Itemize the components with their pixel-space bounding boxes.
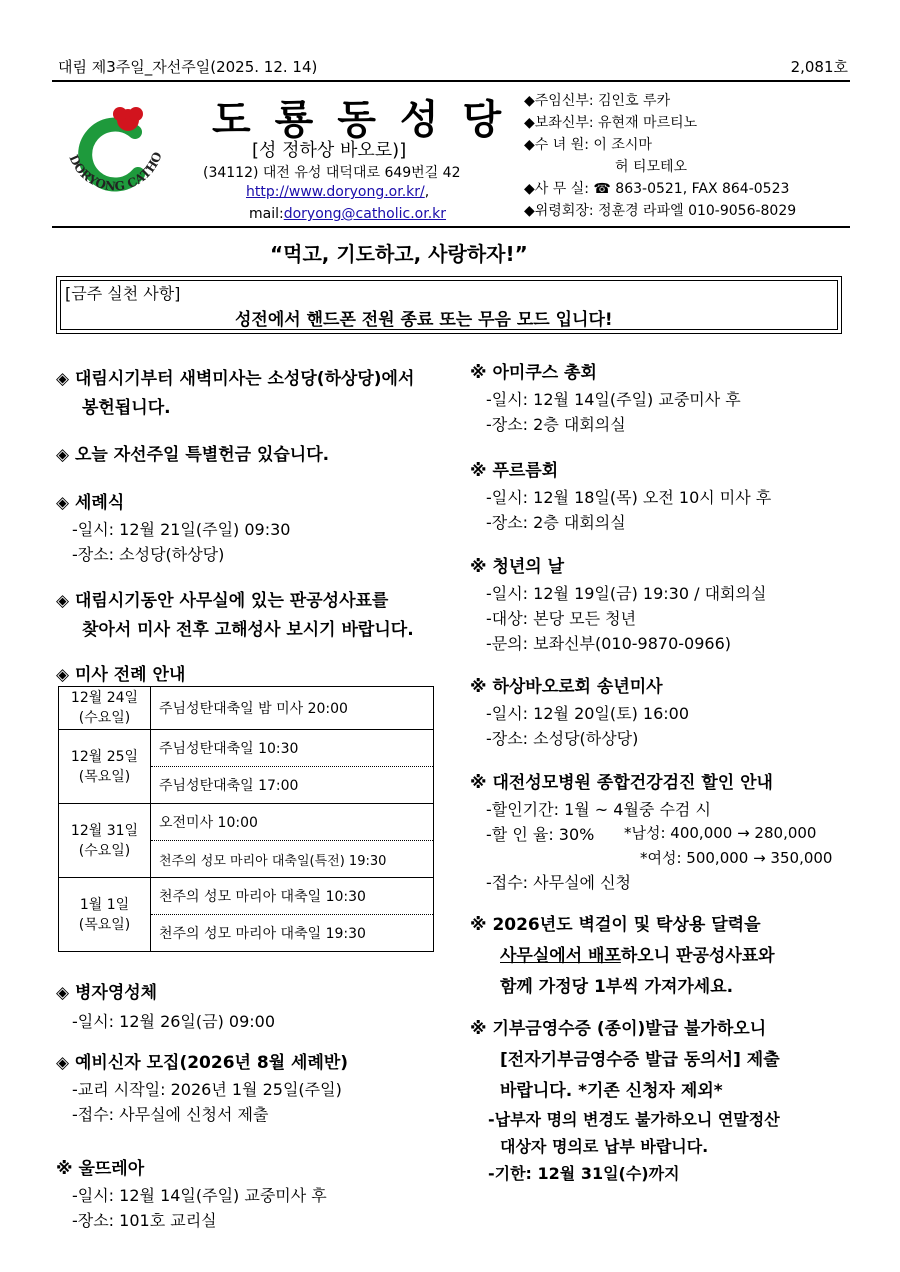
- baptism-date: -일시: 12월 21일(주일) 09:30: [72, 520, 291, 539]
- mass-date: 1월 1일 (목요일): [59, 878, 151, 952]
- receipt-line6: -기한: 12월 31일(수)까지: [488, 1164, 680, 1183]
- purum-place: -장소: 2층 대회의실: [486, 513, 626, 532]
- mass-event: 천주의 성모 마리아 대축일(특전) 19:30: [151, 841, 434, 878]
- amicus-place: -장소: 2층 대회의실: [486, 415, 626, 434]
- mass-schedule-title: ◈ 미사 전례 안내: [56, 665, 186, 685]
- mass-date: 12월 24일 (수요일): [59, 687, 151, 730]
- website-link[interactable]: http://www.doryong.or.kr/: [246, 184, 425, 200]
- staff-council: ◆위령회장: 정훈경 라파엘 010-9056-8029: [524, 203, 797, 219]
- church-logo: [50, 92, 180, 222]
- top-rule: [52, 80, 850, 82]
- staff-assistant: ◆보좌신부: 유현재 마르티노: [524, 115, 698, 131]
- hasang-place: -장소: 소성당(하상당): [486, 729, 639, 748]
- calendar-line2-rest: 하오니 판공성사표와: [620, 946, 775, 966]
- staff-list: [524, 90, 796, 222]
- hospital-title: ※ 대전성모병원 종합건강검진 할인 안내: [470, 773, 773, 793]
- mass-event: 천주의 성모 마리아 대축일 10:30: [151, 878, 434, 915]
- church-address: (34112) 대전 유성 대덕대로 649번길 42: [203, 165, 461, 181]
- ultreya-section: [56, 1154, 327, 1231]
- youth-date: -일시: 12월 19일(금) 19:30 / 대회의실: [486, 584, 767, 603]
- mass-schedule-table: [58, 686, 434, 952]
- receipt-line2: [전자기부금영수증 발급 동의서] 제출: [500, 1050, 780, 1070]
- mass-event: 주님성탄대축일 밤 미사 20:00: [151, 687, 434, 730]
- catechumen-start: -교리 시작일: 2026년 1월 25일(주일): [72, 1080, 342, 1099]
- issue-number: 2,081호: [790, 58, 848, 76]
- practice-text: 성전에서 핸드폰 전원 종료 또는 무음 모드 입니다!: [235, 310, 613, 330]
- hasang-title: ※ 하상바오로회 송년미사: [470, 677, 663, 697]
- ultreya-date: -일시: 12월 14일(주일) 교중미사 후: [72, 1186, 327, 1205]
- notice-dawn-mass-line1: ◈ 대림시기부터 새벽미사는 소성당(하상당)에서: [56, 369, 415, 389]
- receipt-line5: 대상자 명의로 납부 바랍니다.: [500, 1137, 709, 1156]
- motto: “먹고, 기도하고, 사랑하자!”: [270, 242, 528, 266]
- practice-box: [56, 276, 842, 334]
- staff-pastor: ◆주임신부: 김인호 루카: [524, 93, 671, 109]
- ultreya-place: -장소: 101호 교리실: [72, 1211, 217, 1230]
- sick-communion-date: -일시: 12월 26일(금) 09:00: [72, 1012, 276, 1031]
- mass-event: 오전미사 10:00: [151, 804, 434, 841]
- hospital-female: *여성: 500,000 → 350,000: [640, 849, 833, 867]
- notice-charity: ◈ 오늘 자선주일 특별헌금 있습니다.: [56, 445, 330, 465]
- catechumen-title: ◈ 예비신자 모집(2026년 8월 세례반): [56, 1053, 349, 1073]
- purum-date: -일시: 12월 18일(목) 오전 10시 미사 후: [486, 488, 772, 507]
- receipt-section: [470, 1014, 780, 1184]
- bulletin-date: 대림 제3주일_자선주일(2025. 12. 14): [58, 58, 318, 76]
- hospital-apply: -접수: 사무실에 신청: [486, 873, 631, 892]
- receipt-line3: 바랍니다. *기존 신청자 제외*: [500, 1081, 723, 1101]
- table-row: [59, 878, 434, 915]
- notice-confession-line2: 찾아서 미사 전후 고해성사 보시기 바랍니다.: [82, 620, 414, 640]
- receipt-line1: ※ 기부금영수증 (종이)발급 불가하오니: [470, 1019, 767, 1039]
- receipt-line4: -납부자 명의 변경도 불가하오니 연말정산: [488, 1110, 780, 1129]
- notice-dawn-mass-line2: 봉헌됩니다.: [82, 398, 171, 418]
- amicus-title: ※ 아미쿠스 총회: [470, 363, 597, 383]
- ultreya-title: ※ 울뜨레아: [56, 1159, 145, 1179]
- mass-date: 12월 25일 (목요일): [59, 730, 151, 804]
- practice-label: [금주 실천 사항]: [65, 284, 181, 303]
- hospital-section: [470, 768, 850, 893]
- calendar-line2-underlined: 사무실에서 배포: [500, 946, 621, 966]
- purum-section: [470, 456, 771, 533]
- mass-event: 주님성탄대축일 10:30: [151, 730, 434, 767]
- youth-title: ※ 청년의 날: [470, 557, 565, 577]
- staff-nun-1: ◆수 녀 원: 이 조시마: [524, 137, 652, 153]
- mail-link[interactable]: doryong@catholic.or.kr: [283, 206, 447, 222]
- staff-nun-2: 허 티모테오: [615, 159, 688, 175]
- patron-saint: [성 정하상 바오로)]: [252, 140, 407, 161]
- hasang-section: [470, 672, 689, 749]
- baptism-place: -장소: 소성당(하상당): [72, 545, 225, 564]
- calendar-line3: 함께 가정당 1부씩 가져가세요.: [500, 977, 734, 997]
- baptism-section: [56, 488, 290, 565]
- hospital-rate: -할 인 율: 30%: [486, 825, 595, 844]
- calendar-section: [470, 910, 775, 997]
- calendar-line1: ※ 2026년도 벽걸이 및 탁상용 달력을: [470, 915, 761, 935]
- header-rule: [52, 226, 850, 228]
- table-row: [59, 730, 434, 767]
- amicus-date: -일시: 12월 14일(주일) 교중미사 후: [486, 390, 741, 409]
- catechumen-section: [56, 1048, 348, 1125]
- logo-text: DORYONG CATHO: [66, 150, 165, 194]
- church-name: 도룡동성당: [212, 97, 526, 143]
- hospital-period: -할인기간: 1월 ~ 4월중 수검 시: [486, 800, 711, 819]
- sick-communion-title: ◈ 병자영성체: [56, 983, 158, 1003]
- notice-dawn-mass: [56, 364, 414, 418]
- catechumen-apply: -접수: 사무실에 신청서 제출: [72, 1105, 269, 1124]
- youth-target: -대상: 본당 모든 청년: [486, 609, 637, 628]
- mass-event: 주님성탄대축일 17:00: [151, 767, 434, 804]
- youth-section: [470, 552, 766, 654]
- notice-confession: [56, 586, 414, 640]
- purum-title: ※ 푸르름회: [470, 461, 559, 481]
- mass-date: 12월 31일 (수요일): [59, 804, 151, 878]
- amicus-section: [470, 358, 741, 435]
- staff-office: ◆사 무 실: ☎ 863-0521, FAX 864-0523: [524, 181, 790, 197]
- table-row: [59, 804, 434, 841]
- mass-event: 천주의 성모 마리아 대축일 19:30: [151, 915, 434, 952]
- youth-contact: -문의: 보좌신부(010-9870-0966): [486, 634, 731, 653]
- table-row: [59, 687, 434, 730]
- hasang-date: -일시: 12월 20일(토) 16:00: [486, 704, 690, 723]
- mail-label: mail:: [249, 206, 284, 222]
- website-suffix: ,: [424, 184, 430, 200]
- sick-communion-section: [56, 978, 275, 1032]
- baptism-title: ◈ 세례식: [56, 493, 125, 513]
- notice-confession-line1: ◈ 대림시기동안 사무실에 있는 판공성사표를: [56, 591, 389, 611]
- hospital-male: *남성: 400,000 → 280,000: [624, 824, 817, 842]
